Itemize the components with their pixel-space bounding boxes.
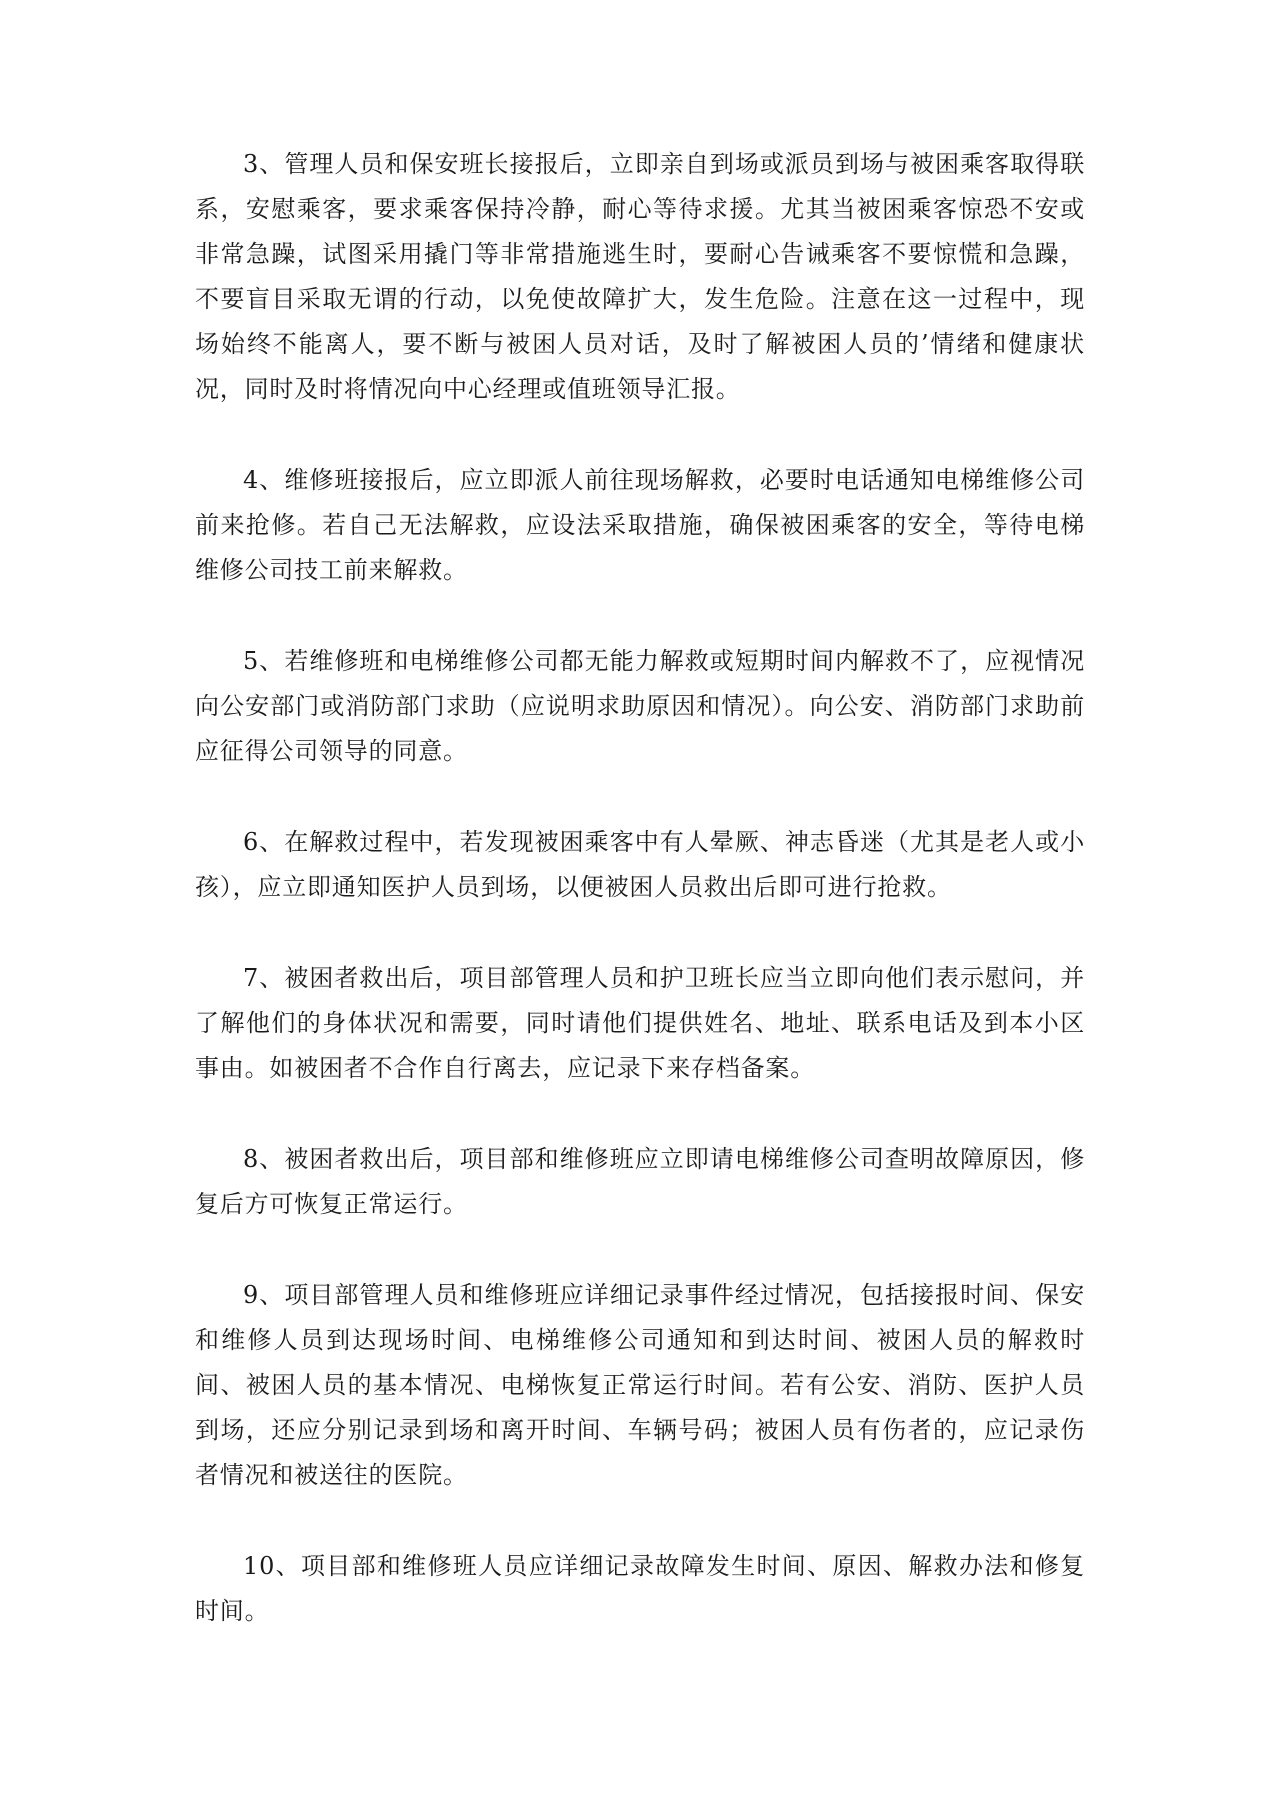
paragraph-item-4: 4、维修班接报后，应立即派人前往现场解救，必要时电话通知电梯维修公司前来抢修。若自己无法解救，应设法采取措施，确保被困乘客的安全，等待电梯维修公司技工前来解救。	[195, 466, 1085, 584]
paragraph-item-6: 6、在解救过程中，若发现被困乘客中有人晕厥、神志昏迷（尤其是老人或小孩），应立即通知医护人员到场，以便被困人员救出后即可进行抢救。	[195, 828, 1085, 901]
paragraph-item-8: 8、被困者救出后，项目部和维修班应立即请电梯维修公司查明故障原因，修复后方可恢复正常运行。	[195, 1145, 1085, 1218]
paragraph-item-10: 10、项目部和维修班人员应详细记录故障发生时间、原因、解救办法和修复时间。	[195, 1552, 1085, 1625]
paragraph-item-3: 3、管理人员和保安班长接报后，立即亲自到场或派员到场与被困乘客取得联系，安慰乘客，要求乘客保持冷静，耐心等待求援。尤其当被困乘客惊恐不安或非常急躁，试图采用撬门等非常措施逃生时，要耐心告诫乘客不要惊慌和急躁，不要盲目采取无谓的行动，以免使故障扩大，发生危险。注意在这一过程中，现场始终不能离人，要不断与被困人员对话，及时了解被困人员的’情绪和健康状况，同时及时将情况向中心经理或值班领导汇报。	[195, 150, 1085, 403]
paragraph-item-7: 7、被困者救出后，项目部管理人员和护卫班长应当立即向他们表示慰问，并了解他们的身体状况和需要，同时请他们提供姓名、地址、联系电话及到本小区事由。如被困者不合作自行离去，应记录下来存档备案。	[195, 964, 1085, 1082]
document-body	[195, 142, 1085, 1634]
paragraph-item-9: 9、项目部管理人员和维修班应详细记录事件经过情况，包括接报时间、保安和维修人员到达现场时间、电梯维修公司通知和到达时间、被困人员的解救时间、被困人员的基本情况、电梯恢复正常运行时间。若有公安、消防、医护人员到场，还应分别记录到场和离开时间、车辆号码；被困人员有伤者的，应记录伤者情况和被送往的医院。	[195, 1281, 1085, 1489]
paragraph-item-5: 5、若维修班和电梯维修公司都无能力解救或短期时间内解救不了，应视情况向公安部门或消防部门求助（应说明求助原因和情况）。向公安、消防部门求助前应征得公司领导的同意。	[195, 647, 1085, 765]
